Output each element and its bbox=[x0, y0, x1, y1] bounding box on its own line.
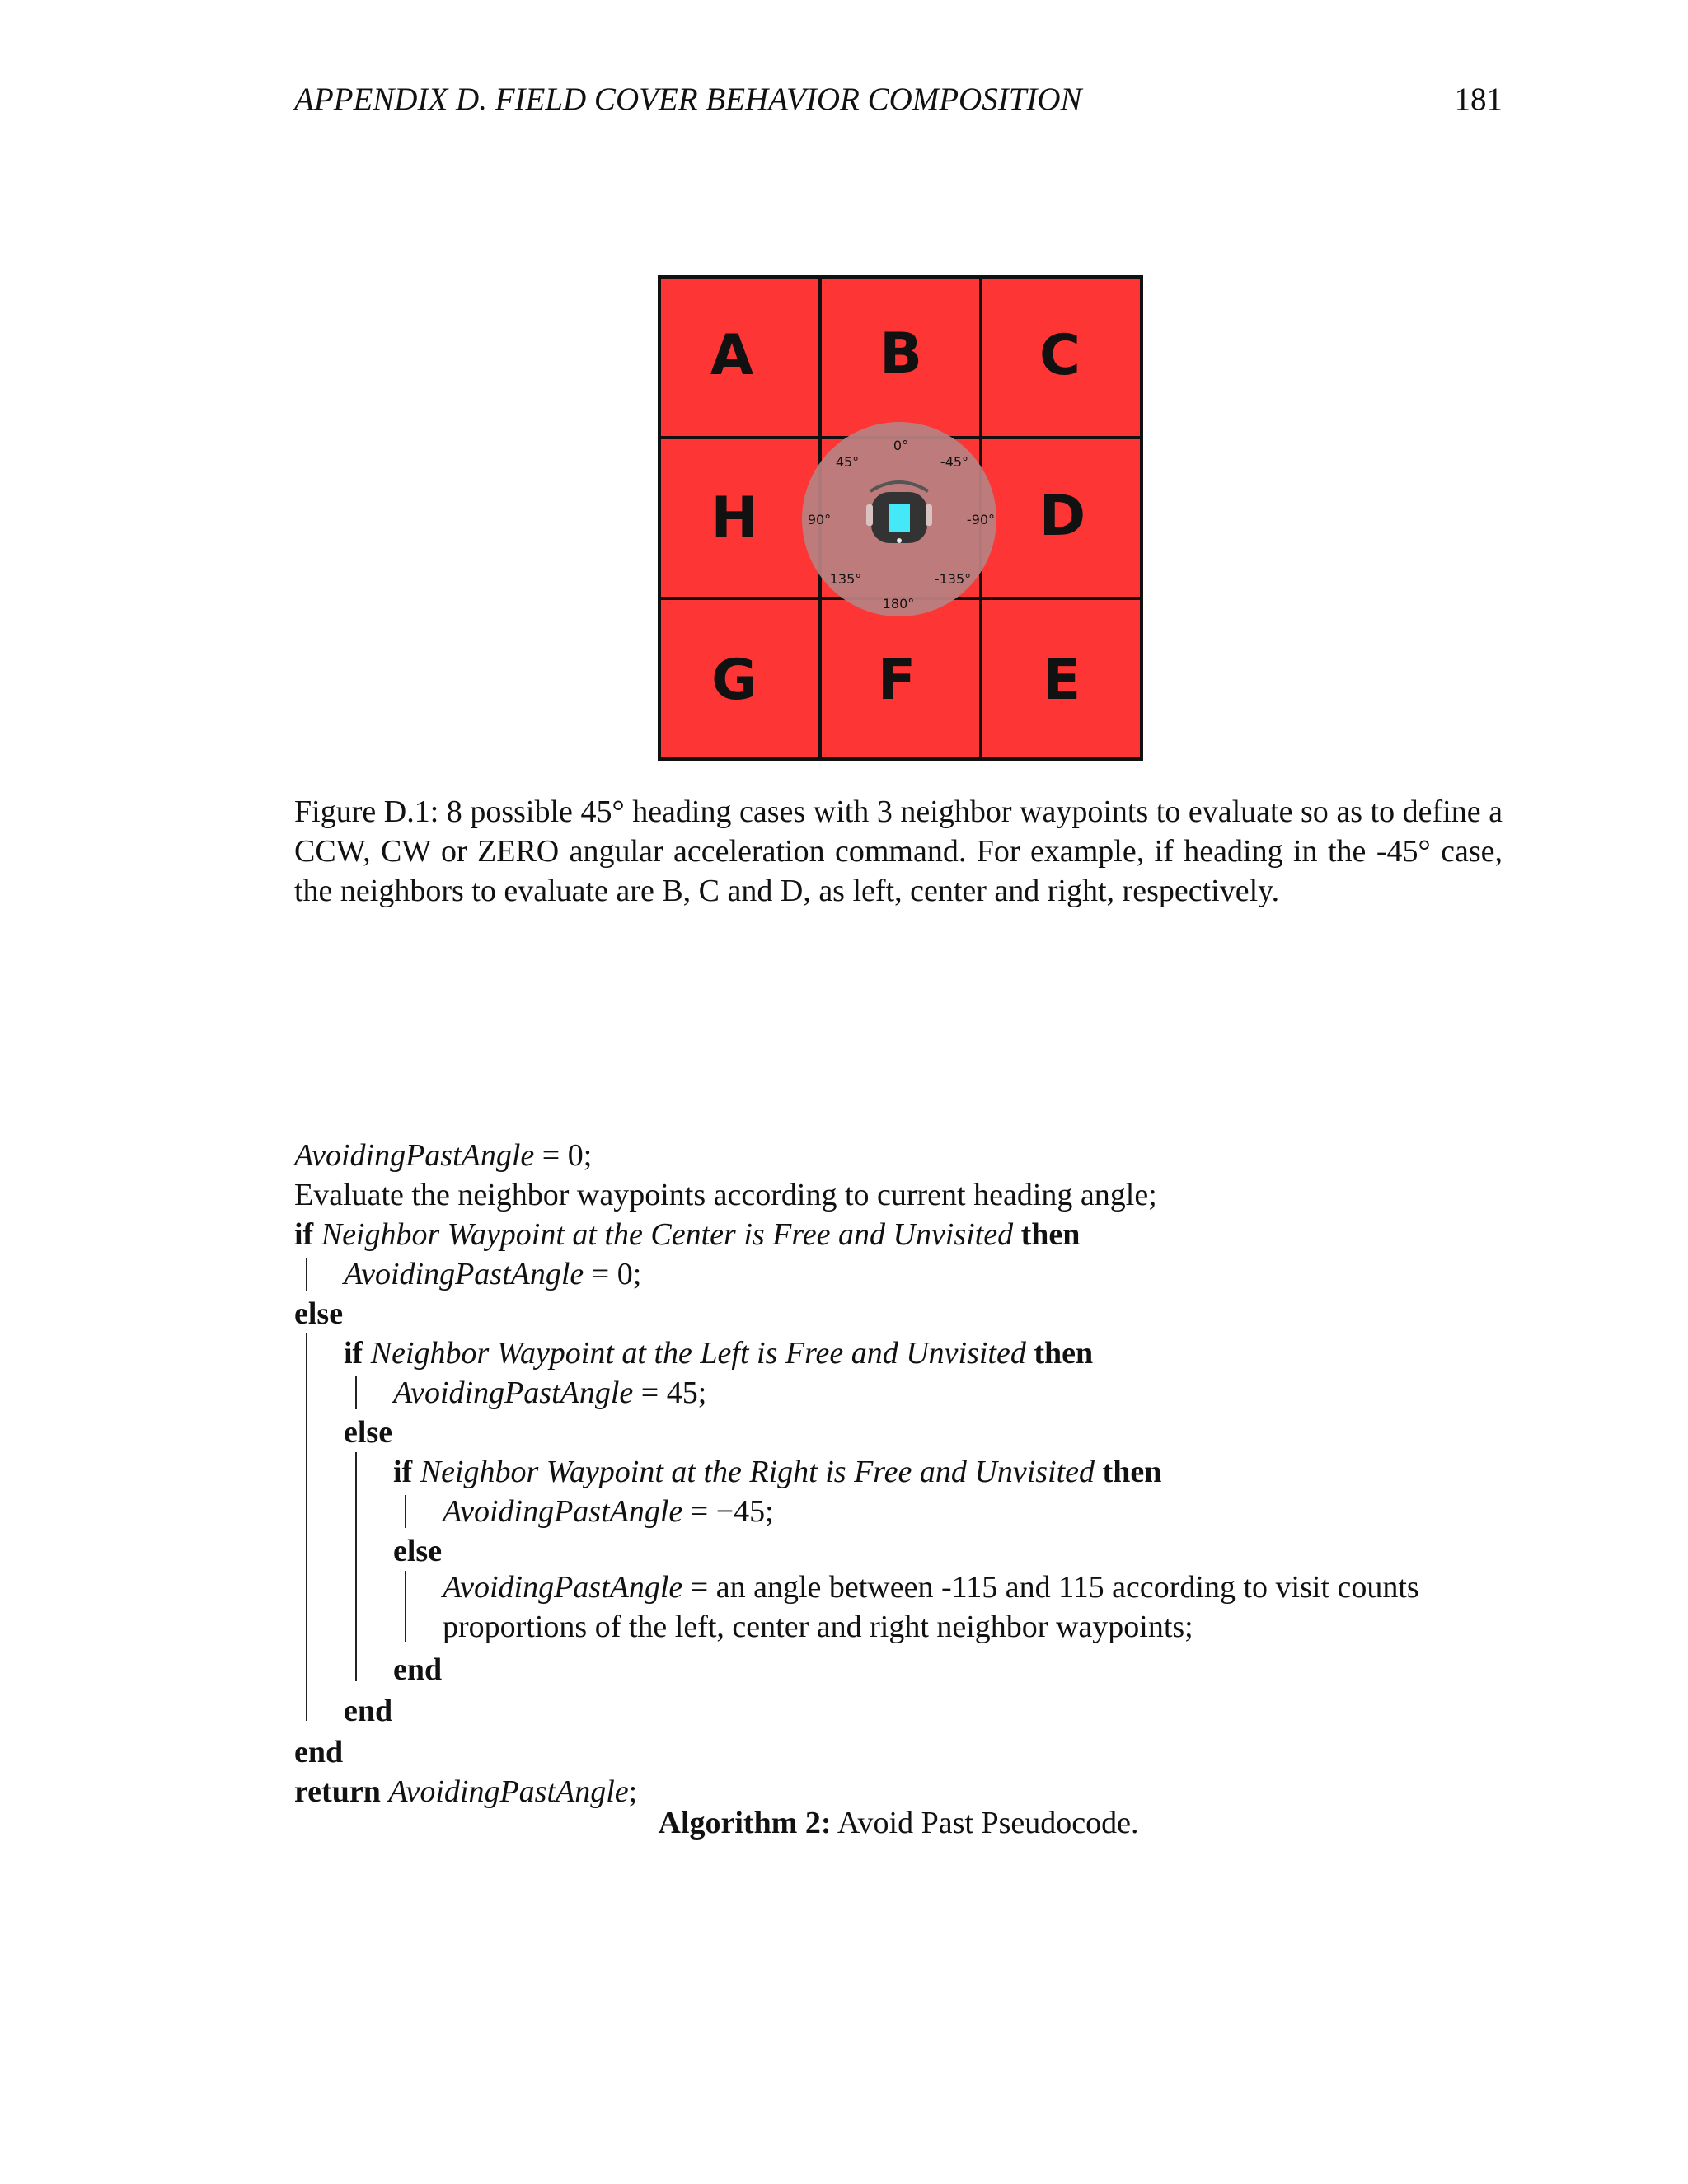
algo-line-if-left: if Neighbor Waypoint at the Left is Free and Unvisited then bbox=[344, 1336, 1094, 1371]
algo-line-end-2: end bbox=[344, 1694, 393, 1728]
algo-line-assign-right: AvoidingPastAngle = −45; bbox=[443, 1494, 774, 1529]
algo-line-else-3: else bbox=[393, 1534, 443, 1568]
figure-caption: Figure D.1: 8 possible 45° heading cases with 3 neighbor waypoints to evaluate so as to define a CCW, CW or ZERO angular acceleration command. For example, if heading in the -45° case, the neighbors to evaluate are B, C and D, as left, center and right, respectively. bbox=[294, 794, 1503, 908]
algo-line-if-center: if Neighbor Waypoint at the Center is Free and Unvisited then bbox=[294, 1217, 1081, 1252]
running-header bbox=[294, 79, 1503, 120]
algo-line-end-1: end bbox=[294, 1735, 344, 1769]
cell-label-g: G bbox=[711, 648, 757, 713]
block-bar-else-right bbox=[405, 1571, 406, 1642]
cell-label-a: A bbox=[710, 323, 754, 388]
block-bar-if-left bbox=[355, 1376, 357, 1409]
algo-line-if-right: if Neighbor Waypoint at the Right is Free and Unvisited then bbox=[393, 1455, 1162, 1489]
algo-line-else-2: else bbox=[344, 1415, 393, 1450]
cell-label-e: E bbox=[1042, 648, 1081, 713]
algo-line-end-3: end bbox=[393, 1652, 443, 1687]
angle-m90: -90° bbox=[966, 512, 996, 527]
angle-180: 180° bbox=[882, 596, 915, 612]
angle-0: 0° bbox=[893, 438, 909, 453]
algo-line-assign-left: AvoidingPastAngle = 45; bbox=[393, 1376, 707, 1410]
block-bar-else-outer bbox=[306, 1333, 307, 1721]
algo-line-return: return AvoidingPastAngle; bbox=[294, 1774, 638, 1809]
algorithm-title: Algorithm 2: Avoid Past Pseudocode. bbox=[658, 1806, 1139, 1840]
cell-label-c: C bbox=[1039, 323, 1081, 388]
cell-label-d: D bbox=[1039, 484, 1086, 549]
angle-m135: -135° bbox=[934, 571, 972, 587]
var-avoiding-past-angle: AvoidingPastAngle bbox=[294, 1138, 535, 1173]
algo-line-assign-between-2: proportions of the left, center and right neighbor waypoints; bbox=[443, 1610, 1193, 1644]
figure-diagram bbox=[658, 275, 1144, 762]
block-bar-else-left bbox=[355, 1452, 357, 1681]
algo-line-init: AvoidingPastAngle = 0; bbox=[294, 1138, 593, 1173]
angle-90: 90° bbox=[807, 512, 832, 527]
page-number: 181 bbox=[1454, 82, 1503, 117]
algo-line-evaluate: Evaluate the neighbor waypoints according to current heading angle; bbox=[294, 1178, 1157, 1212]
angle-45: 45° bbox=[835, 454, 860, 470]
header-title: APPENDIX D. FIELD COVER BEHAVIOR COMPOSITION bbox=[294, 82, 1082, 117]
block-bar-if-right bbox=[405, 1495, 406, 1528]
algo-line-else-1: else bbox=[294, 1296, 344, 1331]
figure-heading-cases bbox=[658, 275, 1144, 762]
cell-label-f: F bbox=[877, 648, 917, 713]
cell-label-b: B bbox=[879, 321, 922, 387]
angle-135: 135° bbox=[829, 571, 862, 587]
cell-label-h: H bbox=[710, 485, 758, 551]
angle-m45: -45° bbox=[940, 454, 969, 470]
block-bar-if-outer bbox=[306, 1258, 307, 1291]
algo-line-assign-between-1: AvoidingPastAngle = an angle between -115 and 115 according to visit counts bbox=[443, 1570, 1419, 1605]
algo-line-assign-center: AvoidingPastAngle = 0; bbox=[344, 1257, 642, 1291]
